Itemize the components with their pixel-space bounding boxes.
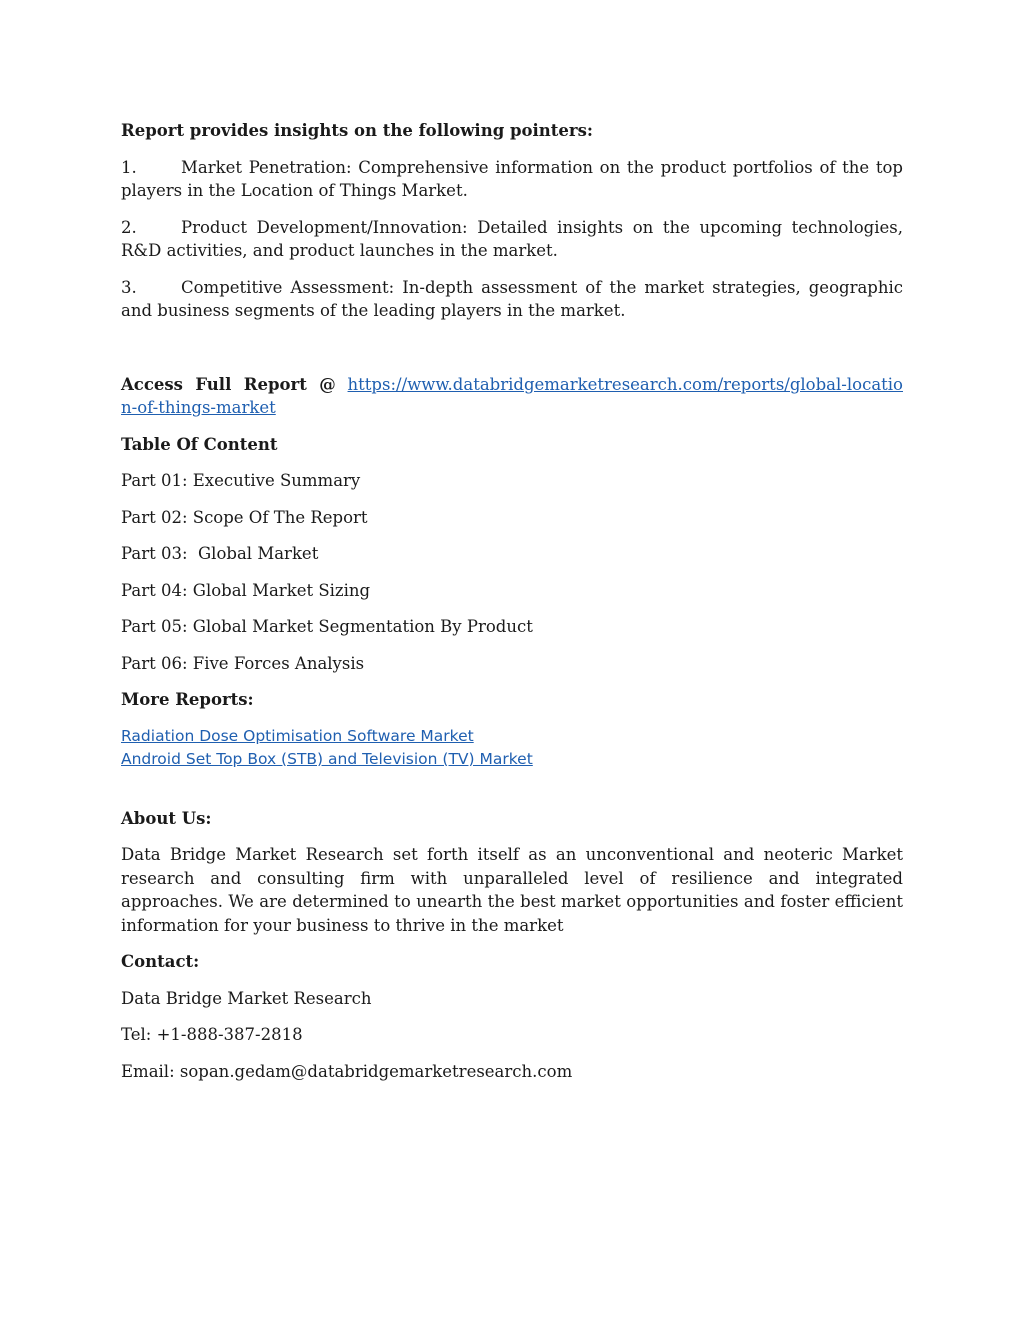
report-url-link[interactable]: https://www.databridgemarketresearch.com/reports/global-location-of-things-market <box>121 374 903 417</box>
insight-text-3: Competitive Assessment: In-depth assessment of the market strategies, geographic and business segments of the leading players in the market. <box>121 277 903 320</box>
toc-part-4: Part 04: Global Market Sizing <box>121 580 371 600</box>
insight-text-2: Product Development/Innovation: Detailed insights on the upcoming technologies, R&D activities, and product launches in the market. <box>121 217 903 260</box>
document-page <box>121 119 903 1083</box>
toc-part-2: Part 02: Scope Of The Report <box>121 507 368 527</box>
access-full-report <box>121 373 903 420</box>
toc-part-5: Part 05: Global Market Segmentation By Product <box>121 617 533 636</box>
access-label: Access Full Report @ <box>121 374 336 394</box>
more-report-link-2[interactable]: Android Set Top Box (STB) and Television (TV) Market <box>121 749 533 768</box>
insight-item-3 <box>121 276 903 323</box>
contact-email: Email: sopan.gedam@databridgemarketresearch.com <box>121 1061 573 1081</box>
about-heading: About Us: <box>121 808 212 828</box>
insight-text-1: Market Penetration: Comprehensive information on the product portfolios of the top players in the Location of Things Market. <box>121 157 903 200</box>
insight-item-1 <box>121 156 903 203</box>
toc-part-3: Part 03: Global Market <box>121 544 319 563</box>
about-text: Data Bridge Market Research set forth itself as an unconventional and neoteric Market research and consulting firm with unparalleled level of resilience and integrated approaches. We are determined to unearth the best market opportunities and foster efficient information for your business to thrive in the market <box>121 845 903 935</box>
toc-part-1: Part 01: Executive Summary <box>121 471 361 490</box>
toc-part-6: Part 06: Five Forces Analysis <box>121 653 365 673</box>
contact-tel: Tel: +1-888-387-2818 <box>121 1025 303 1044</box>
insights-heading: Report provides insights on the following pointers: <box>121 121 593 140</box>
insight-number-2: 2. <box>121 217 137 237</box>
contact-heading: Contact: <box>121 952 200 971</box>
toc-heading: Table Of Content <box>121 434 278 454</box>
insight-number-3: 3. <box>121 277 137 297</box>
more-report-link-1[interactable]: Radiation Dose Optimisation Software Market <box>121 726 474 745</box>
more-reports-heading: More Reports: <box>121 690 254 709</box>
more-reports-list <box>121 725 903 771</box>
insight-number-1: 1. <box>121 157 137 177</box>
contact-company: Data Bridge Market Research <box>121 988 372 1008</box>
insight-item-2 <box>121 216 903 263</box>
